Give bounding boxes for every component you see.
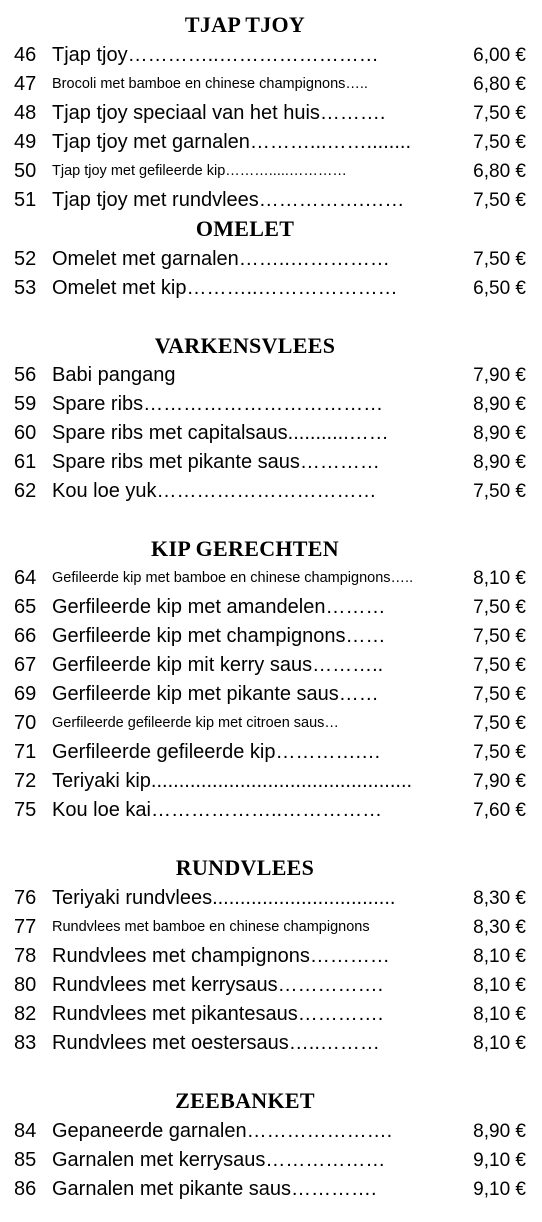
menu-item bbox=[0, 913, 542, 942]
item-number: 80 bbox=[14, 974, 37, 996]
menu-item bbox=[0, 593, 542, 622]
item-number: 47 bbox=[14, 73, 37, 95]
menu-item bbox=[0, 709, 542, 738]
item-price: 8,10 € bbox=[473, 975, 526, 996]
item-number: 83 bbox=[14, 1032, 37, 1054]
item-number: 77 bbox=[14, 916, 37, 938]
item-name: Garnalen met kerrysaus……………… bbox=[52, 1149, 386, 1171]
item-price: 7,50 € bbox=[473, 742, 526, 763]
item-price: 7,50 € bbox=[473, 249, 526, 270]
menu-item bbox=[0, 157, 542, 186]
item-number: 72 bbox=[14, 770, 37, 792]
menu-item bbox=[0, 651, 542, 680]
item-number: 49 bbox=[14, 131, 37, 153]
menu-item bbox=[0, 41, 542, 70]
item-number: 86 bbox=[14, 1178, 37, 1200]
item-number: 67 bbox=[14, 654, 37, 676]
item-name: Gerfileerde gefileerde kip………….… bbox=[52, 741, 382, 763]
item-price: 8,10 € bbox=[473, 568, 526, 589]
item-number: 70 bbox=[14, 712, 37, 734]
item-number: 64 bbox=[14, 567, 37, 589]
item-name: Garnalen met pikante saus…………. bbox=[52, 1178, 377, 1200]
item-number: 85 bbox=[14, 1149, 37, 1171]
section-title-kip-gerechten: KIP GERECHTEN bbox=[151, 536, 339, 561]
menu-item bbox=[0, 245, 542, 274]
menu-item bbox=[0, 448, 542, 477]
item-number: 59 bbox=[14, 393, 37, 415]
item-price: 7,50 € bbox=[473, 103, 526, 124]
item-price: 7,50 € bbox=[473, 713, 526, 734]
section-title-tjap-tjoy: TJAP TJOY bbox=[184, 12, 306, 37]
item-number: 69 bbox=[14, 683, 37, 705]
item-number: 65 bbox=[14, 596, 37, 618]
item-price: 7,50 € bbox=[473, 626, 526, 647]
item-name: Gerfileerde kip met amandelen……… bbox=[52, 596, 386, 618]
item-number: 84 bbox=[14, 1120, 37, 1142]
item-price: 8,90 € bbox=[473, 1121, 526, 1142]
menu-item bbox=[0, 274, 542, 303]
item-number: 82 bbox=[14, 1003, 37, 1025]
item-number: 46 bbox=[14, 44, 37, 66]
menu-item bbox=[0, 1146, 542, 1175]
menu-item bbox=[0, 564, 542, 593]
item-number: 76 bbox=[14, 887, 37, 909]
section-title-varkensvlees: VARKENSVLEES bbox=[154, 333, 336, 358]
item-price: 6,80 € bbox=[473, 74, 526, 95]
menu-item bbox=[0, 1029, 542, 1058]
menu-item bbox=[0, 796, 542, 825]
item-name: Kou loe yuk…………………………… bbox=[52, 480, 377, 502]
section-title-zeebanket: ZEEBANKET bbox=[175, 1088, 315, 1113]
item-number: 62 bbox=[14, 480, 37, 502]
item-name: Omelet met garnalen……..…………… bbox=[52, 248, 390, 270]
item-price: 7,50 € bbox=[473, 132, 526, 153]
item-name: Gerfileerde kip met champignons…… bbox=[52, 625, 386, 647]
item-price: 7,90 € bbox=[473, 771, 526, 792]
item-name: Gerfileerde kip mit kerry saus……….. bbox=[52, 654, 384, 676]
item-price: 7,50 € bbox=[473, 684, 526, 705]
section-title-omelet: OMELET bbox=[195, 216, 295, 241]
menu-item bbox=[0, 390, 542, 419]
item-name: Tjap tjoy…………..…………………… bbox=[52, 44, 379, 66]
menu-item bbox=[0, 971, 542, 1000]
item-number: 60 bbox=[14, 422, 37, 444]
item-price: 7,50 € bbox=[473, 190, 526, 211]
item-number: 56 bbox=[14, 364, 37, 386]
menu-item bbox=[0, 738, 542, 767]
item-name: Tjap tjoy met garnalen………...……........ bbox=[52, 131, 412, 153]
item-price: 6,00 € bbox=[473, 45, 526, 66]
menu-item bbox=[0, 128, 542, 157]
item-number: 51 bbox=[14, 189, 37, 211]
item-name: Teriyaki kip............................................... bbox=[52, 770, 413, 792]
item-name: Rundvlees met pikantesaus…………. bbox=[52, 1003, 384, 1025]
item-price: 6,80 € bbox=[473, 161, 526, 182]
item-name: Rundvlees met kerrysaus……………. bbox=[52, 974, 384, 996]
item-price: 6,50 € bbox=[473, 278, 526, 299]
menu-item bbox=[0, 884, 542, 913]
item-name: Rundvlees met champignons………… bbox=[52, 945, 390, 967]
item-price: 7,50 € bbox=[473, 655, 526, 676]
item-name: Spare ribs……………………………… bbox=[52, 393, 384, 415]
item-number: 66 bbox=[14, 625, 37, 647]
item-name: Rundvlees met bamboe en chinese champignons bbox=[52, 919, 370, 935]
item-number: 48 bbox=[14, 102, 37, 124]
menu-item bbox=[0, 622, 542, 651]
item-price: 9,10 € bbox=[473, 1150, 526, 1171]
item-name: Teriyaki rundvlees................................. bbox=[52, 887, 396, 909]
item-number: 50 bbox=[14, 160, 37, 182]
item-number: 71 bbox=[14, 741, 37, 763]
item-price: 8,30 € bbox=[473, 888, 526, 909]
item-price: 9,10 € bbox=[473, 1179, 526, 1200]
item-name: Tjap tjoy met rundvlees…………….…… bbox=[52, 189, 405, 211]
item-price: 8,30 € bbox=[473, 917, 526, 938]
menu-item bbox=[0, 942, 542, 971]
item-name: Gerfileerde kip met pikante saus…… bbox=[52, 683, 379, 705]
item-name: Gefileerde kip met bamboe en chinese champignons….. bbox=[52, 570, 414, 586]
item-name: Spare ribs met pikante saus………… bbox=[52, 451, 380, 473]
section-title-rundvlees: RUNDVLEES bbox=[175, 855, 315, 880]
item-name: Brocoli met bamboe en chinese champignons….. bbox=[52, 76, 368, 92]
item-number: 61 bbox=[14, 451, 37, 473]
item-number: 78 bbox=[14, 945, 37, 967]
item-price: 8,90 € bbox=[473, 394, 526, 415]
menu-item bbox=[0, 477, 542, 506]
menu-item bbox=[0, 680, 542, 709]
item-price: 7,90 € bbox=[473, 365, 526, 386]
item-price: 7,60 € bbox=[473, 800, 526, 821]
item-price: 8,90 € bbox=[473, 423, 526, 444]
item-number: 53 bbox=[14, 277, 37, 299]
item-price: 8,10 € bbox=[473, 1004, 526, 1025]
item-name: Gerfileerde gefileerde kip met citroen saus… bbox=[52, 715, 339, 731]
item-number: 75 bbox=[14, 799, 37, 821]
item-name: Tjap tjoy met gefileerde kip……….....………… bbox=[52, 163, 347, 179]
item-name: Kou loe kai………………..…………… bbox=[52, 799, 383, 821]
item-price: 8,90 € bbox=[473, 452, 526, 473]
menu-item bbox=[0, 361, 542, 390]
menu-item bbox=[0, 99, 542, 128]
item-name: Gepaneerde garnalen…………………. bbox=[52, 1120, 393, 1142]
item-price: 8,10 € bbox=[473, 1033, 526, 1054]
item-price: 7,50 € bbox=[473, 481, 526, 502]
menu-item bbox=[0, 419, 542, 448]
item-name: Omelet met kip………..………………… bbox=[52, 277, 398, 299]
menu-item bbox=[0, 1175, 542, 1204]
item-price: 7,50 € bbox=[473, 597, 526, 618]
item-name: Babi pangang bbox=[52, 364, 176, 386]
item-name: Rundvlees met oestersaus…..……… bbox=[52, 1032, 380, 1054]
menu-item bbox=[0, 1117, 542, 1146]
menu-item bbox=[0, 70, 542, 99]
item-name: Tjap tjoy speciaal van het huis………. bbox=[52, 102, 386, 124]
menu-item bbox=[0, 767, 542, 796]
item-name: Spare ribs met capitalsaus...........…… bbox=[52, 422, 389, 444]
item-number: 52 bbox=[14, 248, 37, 270]
menu-item bbox=[0, 186, 542, 215]
item-price: 8,10 € bbox=[473, 946, 526, 967]
menu-item bbox=[0, 1000, 542, 1029]
